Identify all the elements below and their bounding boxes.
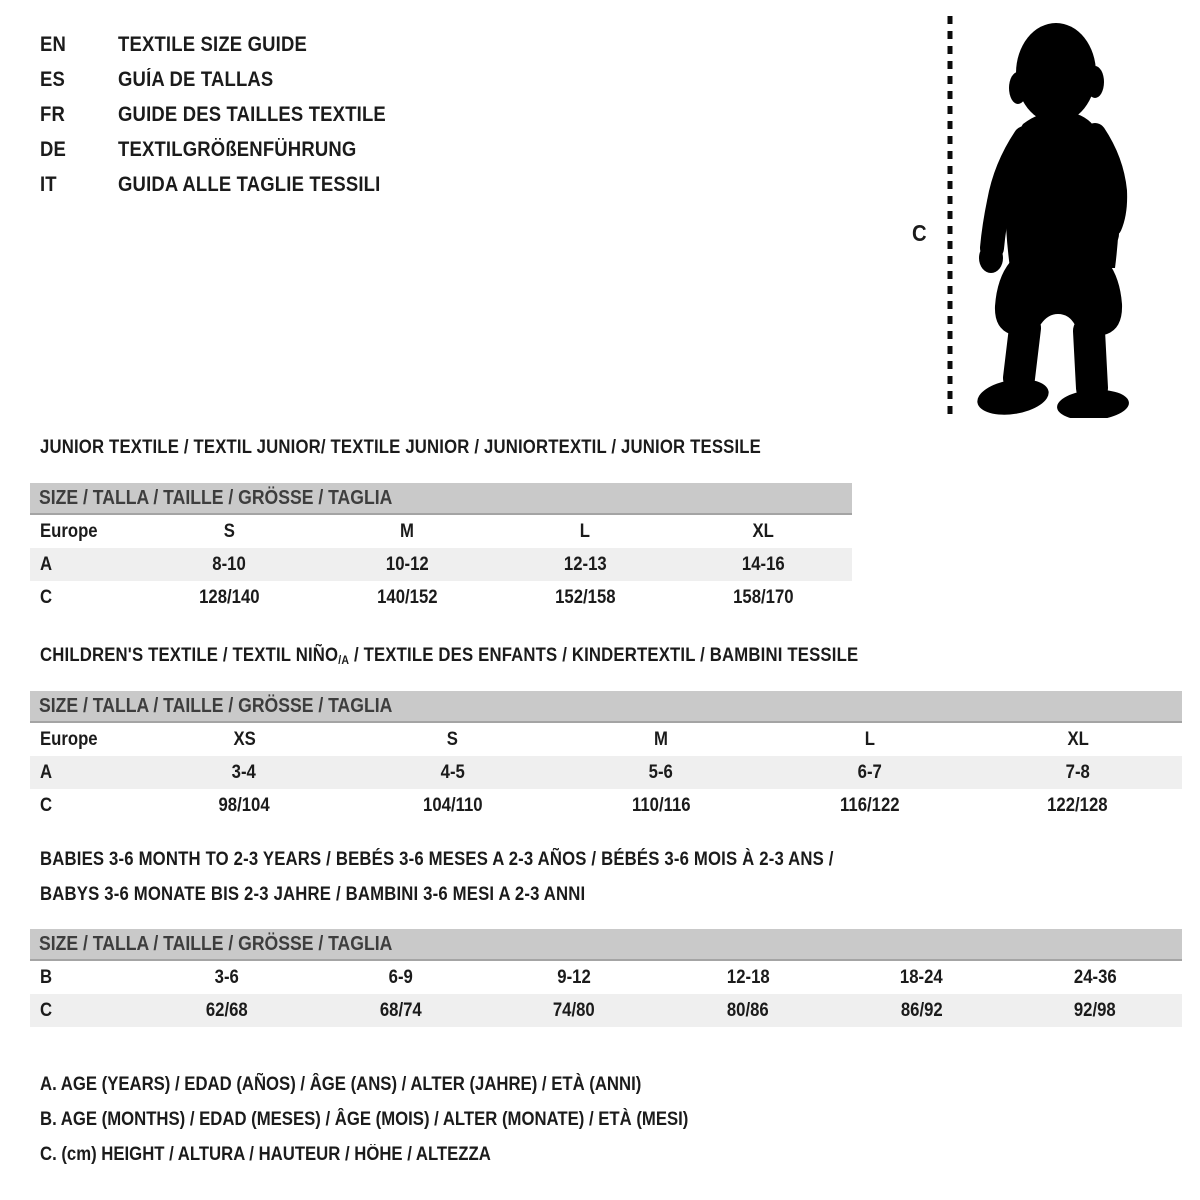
row-label: Europe <box>40 728 98 750</box>
language-row-fr <box>40 97 422 132</box>
size-table-children <box>30 691 1182 822</box>
section-title-babies-line1: BABIES 3-6 MONTH TO 2-3 YEARS / BEBÉS 3-6 MESES A 2-3 AÑOS / BÉBÉS 3-6 MOIS À 2-3 ANS / <box>40 849 834 870</box>
language-row-es <box>40 62 422 97</box>
size-cell: S <box>223 520 235 542</box>
months-cell: 3-6 <box>214 966 239 988</box>
height-cell: 158/170 <box>732 586 794 608</box>
title-subscript: /A <box>338 653 350 667</box>
legend-height-cm: C. (cm) HEIGHT / ALTURA / HAUTEUR / HÖHE / ALTEZZA <box>40 1144 491 1165</box>
row-label: A <box>40 553 53 575</box>
language-row-de <box>40 132 422 167</box>
row-label: C <box>40 999 53 1021</box>
language-code: EN <box>40 33 67 56</box>
section-title-babies-line2: BABYS 3-6 MONATE BIS 2-3 JAHRE / BAMBINI 3-6 MESI A 2-3 ANNI <box>40 884 586 905</box>
table-header-bar: SIZE / TALLA / TAILLE / GRÖSSE / TAGLIA <box>30 691 1182 723</box>
language-title: TEXTILGRÖßENFÜHRUNG <box>118 138 357 161</box>
height-measure-label: C <box>912 220 927 246</box>
months-cell: 18-24 <box>900 966 943 988</box>
table-header-bar: SIZE / TALLA / TAILLE / GRÖSSE / TAGLIA <box>30 483 852 515</box>
height-cell: 140/152 <box>376 586 438 608</box>
age-cell: 4-5 <box>440 761 465 783</box>
size-cell: S <box>447 728 459 750</box>
row-label: C <box>40 794 53 816</box>
language-title: GUIDA ALLE TAGLIE TESSILI <box>118 173 381 196</box>
language-code: DE <box>40 138 67 161</box>
age-cell: 5-6 <box>648 761 674 783</box>
table-row-age <box>30 756 1182 789</box>
height-cell: 86/92 <box>900 999 943 1021</box>
table-row-height <box>30 789 1182 822</box>
size-cell: M <box>654 728 668 750</box>
row-label: A <box>40 761 53 783</box>
height-dashed-line <box>946 16 954 418</box>
size-cell: L <box>864 728 875 750</box>
size-cell: M <box>400 520 414 542</box>
age-cell: 10-12 <box>385 553 429 575</box>
months-cell: 12-18 <box>726 966 770 988</box>
toddler-silhouette-icon <box>965 16 1135 418</box>
size-cell: L <box>579 520 591 542</box>
language-code: FR <box>40 103 65 126</box>
table-row-months <box>30 961 1182 994</box>
table-row-europe <box>30 723 1182 756</box>
language-code: ES <box>40 68 66 91</box>
age-cell: 8-10 <box>212 553 246 575</box>
height-cell: 74/80 <box>553 999 596 1021</box>
row-label: C <box>40 586 53 608</box>
height-cell: 92/98 <box>1074 999 1117 1021</box>
months-cell: 6-9 <box>388 966 413 988</box>
height-cell: 62/68 <box>205 999 248 1021</box>
months-cell: 9-12 <box>557 966 591 988</box>
age-cell: 7-8 <box>1065 761 1090 783</box>
height-cell: 116/122 <box>839 794 900 816</box>
row-label: Europe <box>40 520 98 542</box>
size-cell: XL <box>752 520 774 542</box>
height-cell: 104/110 <box>422 794 483 816</box>
language-row-it <box>40 167 422 202</box>
language-title: GUÍA DE TALLAS <box>118 68 274 91</box>
height-cell: 98/104 <box>218 794 270 816</box>
section-title-junior: JUNIOR TEXTILE / TEXTIL JUNIOR/ TEXTILE JUNIOR / JUNIORTEXTIL / JUNIOR TESSILE <box>40 437 762 458</box>
language-row-en <box>40 27 422 62</box>
legend-age-months: B. AGE (MONTHS) / EDAD (MESES) / ÂGE (MOIS) / ALTER (MONATE) / ETÀ (MESI) <box>40 1109 689 1130</box>
months-cell: 24-36 <box>1073 966 1117 988</box>
age-cell: 3-4 <box>232 761 257 783</box>
size-cell: XS <box>233 728 256 750</box>
language-title: GUIDE DES TAILLES TEXTILE <box>118 103 386 126</box>
height-cell: 110/116 <box>631 794 691 816</box>
size-table-babies <box>30 929 1182 1027</box>
language-title-block <box>40 27 422 202</box>
size-cell: XL <box>1067 728 1089 750</box>
legend-age-years: A. AGE (YEARS) / EDAD (AÑOS) / ÂGE (ANS) / ALTER (JAHRE) / ETÀ (ANNI) <box>40 1074 642 1095</box>
table-header-bar: SIZE / TALLA / TAILLE / GRÖSSE / TAGLIA <box>30 929 1182 961</box>
language-code: IT <box>40 173 57 196</box>
table-row-height <box>30 581 852 614</box>
table-row-height <box>30 994 1182 1027</box>
row-label: B <box>40 966 53 988</box>
section-title-children: CHILDREN'S TEXTILE / TEXTIL NIÑO/A / TEXTILE DES ENFANTS / KINDERTEXTIL / BAMBINI TESSILE <box>40 645 859 667</box>
height-cell: 68/74 <box>379 999 422 1021</box>
table-row-europe <box>30 515 852 548</box>
height-cell: 122/128 <box>1047 794 1109 816</box>
size-table-junior <box>30 483 852 614</box>
age-cell: 12-13 <box>563 553 607 575</box>
table-row-age <box>30 548 852 581</box>
age-cell: 14-16 <box>741 553 785 575</box>
age-cell: 6-7 <box>857 761 882 783</box>
height-cell: 80/86 <box>726 999 769 1021</box>
height-cell: 152/158 <box>554 586 616 608</box>
language-title: TEXTILE SIZE GUIDE <box>118 33 308 56</box>
height-cell: 128/140 <box>198 586 260 608</box>
